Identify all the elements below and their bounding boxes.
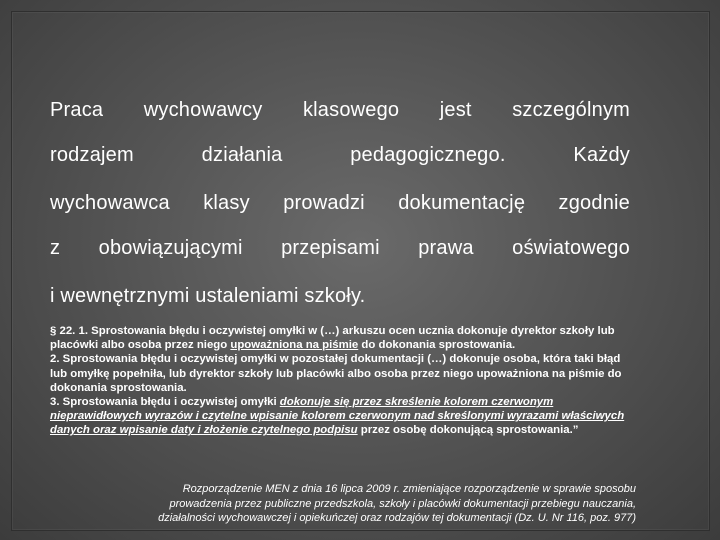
legal-underlined-text: dokonuje się przez skreślenie kolorem czerwonym nieprawidłowych wyrazów i czytelne wpisanie kolorem czerwonym nad skreślonymi wyrazami właściwych danych oraz wpisanie daty i złożenie czytelnego podpisu	[50, 396, 625, 437]
legal-text: 3. Sprostowania błędu i oczywistej omyłki	[50, 396, 280, 409]
legal-text: do dokonania sprostowania.	[358, 339, 516, 352]
legal-paragraph-2: 2. Sprostowania błędu i oczywistej omyłki w pozostałej dokumentacji (…) dokonuje osoba, która taki błąd lub omyłkę popełniła, lub dyrektor szkoły lub placówki albo osoba przez niego upoważniona na piśmie do dokonania sprostowania.	[50, 353, 622, 394]
word: i wewnętrznymi ustaleniami szkoły.	[50, 285, 366, 307]
word: pedagogicznego.	[350, 144, 506, 166]
citation-line: działalności wychowawczej i opiekuńczej oraz rodzajów tej dokumentacji (Dz. U. Nr 116, poz. 977)	[158, 512, 636, 524]
word: dokumentację	[398, 192, 526, 214]
word: wychowawcy	[143, 99, 263, 121]
main-line-3	[50, 193, 630, 213]
legal-text: § 22. 1. Sprostowania błędu i oczywistej omyłki w (…) arkuszu ocen ucznia dokonuje dyrektor szkoły lub placówki albo osoba przez niego	[50, 325, 615, 352]
legal-underlined-text: upoważniona na piśmie	[230, 339, 359, 352]
word: Każdy	[573, 144, 630, 166]
citation-line: prowadzenia przez publiczne przedszkola, szkoły i placówki dokumentacji przebiegu nauczania,	[169, 497, 636, 510]
citation-line: Rozporządzenie MEN z dnia 16 lipca 2009 r. zmieniające rozporządzenie w sprawie sposobu	[182, 483, 636, 495]
word: rodzajem	[50, 144, 134, 166]
main-line-4	[50, 238, 630, 258]
main-line-2	[50, 145, 630, 165]
word: obowiązującymi	[98, 237, 243, 259]
word: wychowawca	[50, 192, 170, 214]
word: klasowego	[302, 99, 400, 121]
word: prawa	[418, 237, 474, 259]
main-line-5	[50, 286, 630, 306]
word: jest	[439, 99, 472, 121]
word: oświatowego	[512, 237, 630, 259]
word: szczególnym	[512, 99, 630, 121]
legal-citation	[50, 482, 636, 526]
word: klasy	[203, 192, 250, 214]
word: prowadzi	[283, 192, 365, 214]
legal-excerpt	[50, 324, 640, 438]
word: Praca	[50, 99, 104, 121]
legal-paragraph-1	[50, 324, 640, 352]
word: zgodnie	[558, 192, 630, 214]
main-line-1	[50, 100, 630, 120]
slide-frame	[11, 11, 710, 531]
legal-text: przez osobę dokonującą sprostowania.”	[357, 424, 579, 437]
word: przepisami	[281, 237, 380, 259]
word: działania	[201, 144, 283, 166]
word: z	[50, 237, 61, 259]
legal-paragraph-3	[50, 395, 640, 438]
